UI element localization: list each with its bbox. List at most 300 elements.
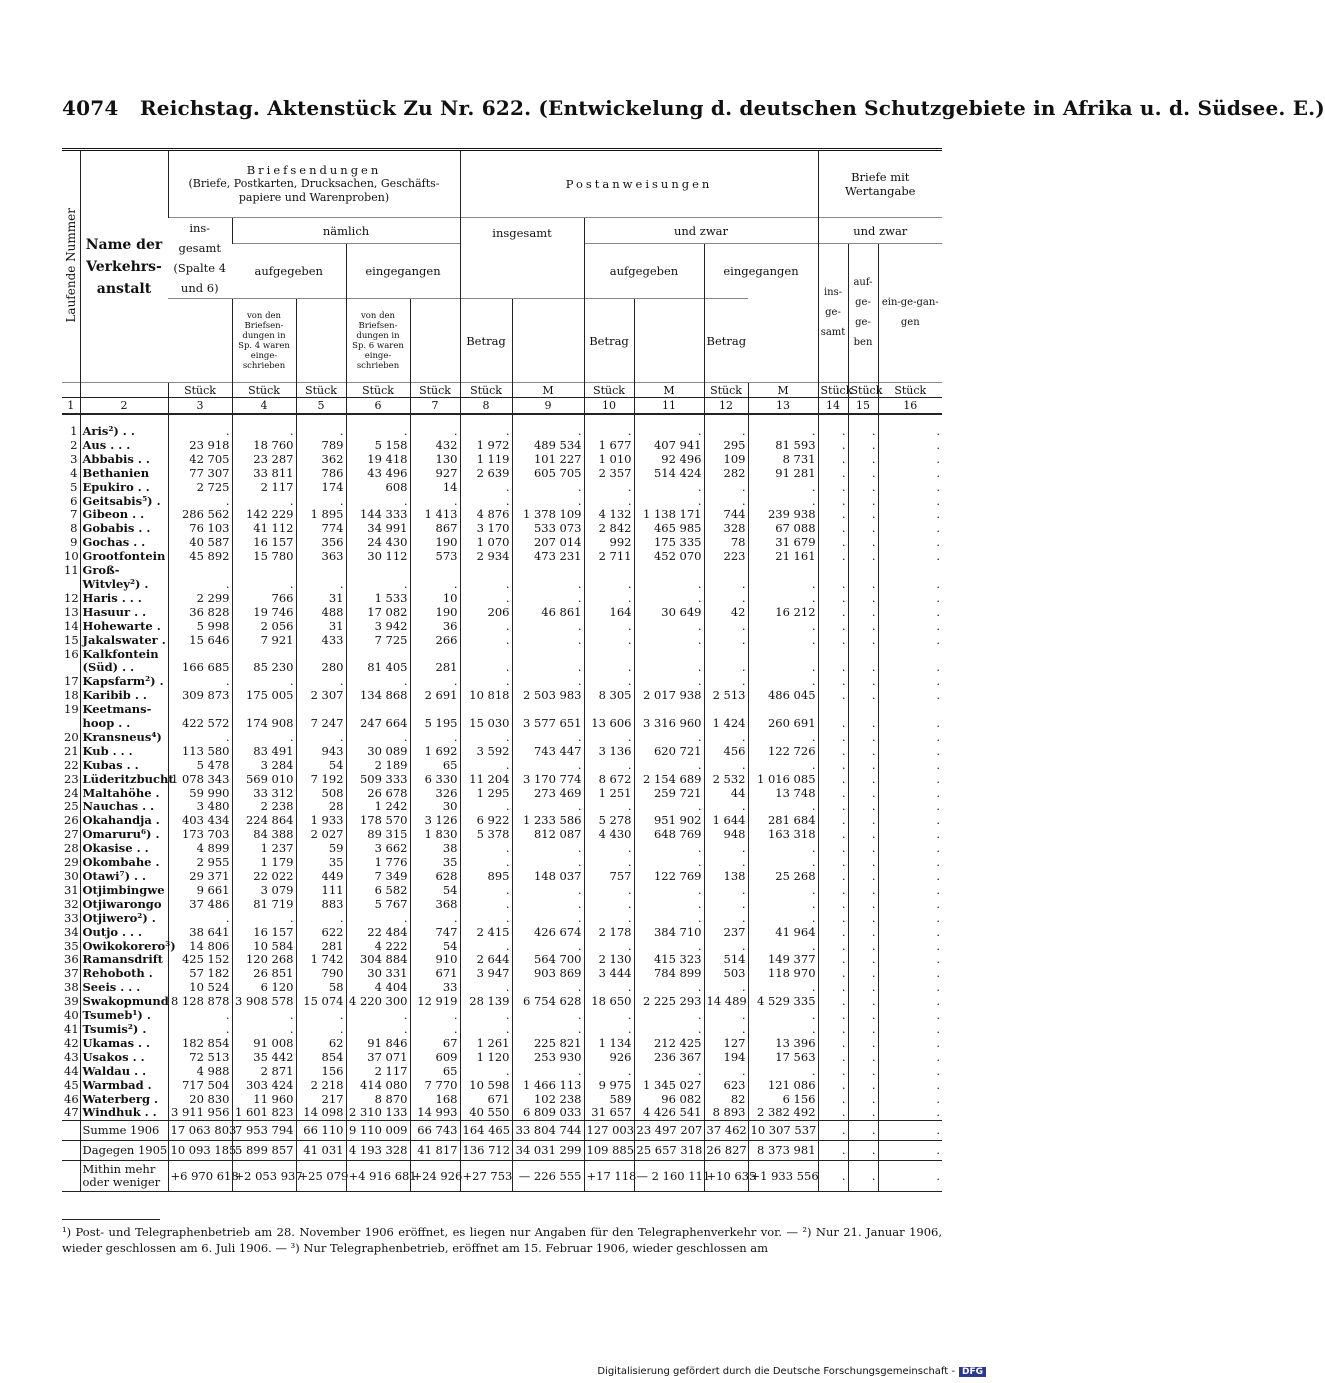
table-row — [62, 787, 942, 801]
table-cell: . — [848, 634, 878, 648]
row-number: 8 — [70, 521, 78, 536]
row-number: 27 — [64, 827, 79, 842]
table-cell: 286 562 — [168, 508, 232, 522]
column-number: 10 — [584, 398, 634, 415]
table-cell — [704, 703, 748, 717]
table-cell: 1 251 — [584, 787, 634, 801]
table-cell: 6 120 — [232, 981, 296, 995]
column-number: 11 — [634, 398, 704, 415]
table-row — [62, 940, 942, 954]
table-cell: 2 934 — [460, 550, 512, 564]
table-cell: . — [848, 828, 878, 842]
table-cell: . — [748, 1065, 818, 1079]
table-cell: 1 345 027 — [634, 1079, 704, 1093]
row-number: 44 — [64, 1063, 79, 1078]
table-cell: . — [818, 926, 848, 940]
table-cell: 28 — [296, 800, 346, 814]
row-number: 43 — [64, 1049, 79, 1064]
table-cell: . — [512, 731, 584, 745]
table-cell: 3 444 — [584, 967, 634, 981]
table-cell: . — [818, 495, 848, 509]
col-16-head: ein-ge-gan-gen — [878, 244, 942, 383]
table-cell: . — [460, 634, 512, 648]
table-cell: . — [512, 898, 584, 912]
table-cell: 6 330 — [410, 773, 460, 787]
summary-cell: 37 462 — [704, 1121, 748, 1141]
table-cell: . — [168, 578, 232, 592]
table-cell: . — [460, 592, 512, 606]
table-cell: . — [748, 495, 818, 509]
table-cell — [168, 564, 232, 578]
summary-cell: 26 827 — [704, 1141, 748, 1161]
table-cell: . — [878, 759, 942, 773]
table-cell — [818, 703, 848, 717]
table-cell: . — [704, 800, 748, 814]
table-cell: 236 367 — [634, 1051, 704, 1065]
table-cell: 120 268 — [232, 953, 296, 967]
table-cell: . — [878, 620, 942, 634]
summary-cell: . — [848, 1141, 878, 1161]
table-cell: . — [848, 1065, 878, 1079]
table-cell: 33 312 — [232, 787, 296, 801]
table-cell: 2 225 293 — [634, 995, 704, 1009]
station-name: Waldau . . — [80, 1065, 168, 1079]
table-cell: 237 — [704, 926, 748, 940]
summary-cell: . — [818, 1141, 848, 1161]
table-cell — [410, 648, 460, 662]
table-cell: . — [512, 620, 584, 634]
summary-cell: 164 465 — [460, 1121, 512, 1141]
station-name: Tsumis²) . — [80, 1023, 168, 1037]
table-cell: 4 404 — [346, 981, 410, 995]
row-number: 21 — [64, 743, 79, 758]
table-cell: . — [584, 940, 634, 954]
table-cell: . — [848, 912, 878, 926]
table-cell: . — [848, 1079, 878, 1093]
table-cell: . — [460, 800, 512, 814]
table-cell: 12 919 — [410, 995, 460, 1009]
table-cell: 3 947 — [460, 967, 512, 981]
table-cell: 4 132 — [584, 508, 634, 522]
table-cell: 2 056 — [232, 620, 296, 634]
table-cell: 35 442 — [232, 1051, 296, 1065]
table-row — [62, 814, 942, 828]
page-header — [62, 96, 1325, 120]
table-cell: . — [848, 661, 878, 675]
table-cell: . — [346, 414, 410, 439]
table-cell: 31 — [296, 620, 346, 634]
station-name: Otjimbingwe — [80, 884, 168, 898]
table-cell: 273 469 — [512, 787, 584, 801]
table-cell: . — [818, 1023, 848, 1037]
table-cell: 156 — [296, 1065, 346, 1079]
station-name: Kransneus⁴) — [80, 731, 168, 745]
table-cell: . — [818, 870, 848, 884]
table-cell: 1 120 — [460, 1051, 512, 1065]
table-row — [62, 856, 942, 870]
summary-cell: +1 933 556 — [748, 1161, 818, 1192]
table-cell: 4 899 — [168, 842, 232, 856]
table-cell: 260 691 — [748, 717, 818, 731]
table-cell — [584, 648, 634, 662]
table-cell: 58 — [296, 981, 346, 995]
table-cell: . — [634, 884, 704, 898]
table-cell: 426 674 — [512, 926, 584, 940]
table-cell: 3 662 — [346, 842, 410, 856]
table-cell: . — [848, 773, 878, 787]
table-cell: . — [878, 1079, 942, 1093]
table-cell: . — [512, 1023, 584, 1037]
summary-row — [62, 1161, 942, 1192]
table-cell: 109 — [704, 453, 748, 467]
table-cell: 62 — [296, 1037, 346, 1051]
station-name: Tsumeb¹) . — [80, 1009, 168, 1023]
table-cell: . — [748, 940, 818, 954]
table-cell: . — [878, 870, 942, 884]
table-cell — [460, 703, 512, 717]
row-number: 38 — [64, 980, 79, 995]
table-cell: . — [460, 481, 512, 495]
table-cell: 867 — [410, 522, 460, 536]
header-row-1 — [62, 150, 942, 218]
table-cell: 786 — [296, 467, 346, 481]
table-cell: 895 — [460, 870, 512, 884]
table-cell: 91 281 — [748, 467, 818, 481]
row-number: 36 — [64, 952, 79, 967]
table-cell: 37 071 — [346, 1051, 410, 1065]
table-cell: . — [848, 620, 878, 634]
table-cell: . — [512, 592, 584, 606]
table-cell: 282 — [704, 467, 748, 481]
table-cell — [512, 703, 584, 717]
table-cell: 927 — [410, 467, 460, 481]
table-cell: 21 161 — [748, 550, 818, 564]
table-cell: 854 — [296, 1051, 346, 1065]
table-cell: 384 710 — [634, 926, 704, 940]
table-cell: . — [512, 884, 584, 898]
table-cell: . — [634, 731, 704, 745]
row-number: 28 — [64, 841, 79, 856]
unit-label: Stück — [296, 383, 346, 398]
table-cell: 30 — [410, 800, 460, 814]
row-number — [62, 578, 80, 592]
table-row — [62, 1051, 942, 1065]
table-row — [62, 800, 942, 814]
table-cell: . — [460, 898, 512, 912]
row-number: 20 — [64, 729, 79, 744]
table-cell — [848, 564, 878, 578]
table-cell — [296, 648, 346, 662]
row-number: 3 — [70, 451, 78, 466]
table-cell: 23 918 — [168, 439, 232, 453]
table-cell: 503 — [704, 967, 748, 981]
table-cell: 3 170 — [460, 522, 512, 536]
table-cell: . — [296, 1009, 346, 1023]
table-cell: . — [878, 912, 942, 926]
table-cell: . — [410, 414, 460, 439]
table-cell: 34 991 — [346, 522, 410, 536]
table-cell: . — [848, 522, 878, 536]
column-number: 13 — [748, 398, 818, 415]
table-cell: . — [878, 481, 942, 495]
table-cell: . — [848, 926, 878, 940]
table-cell — [410, 703, 460, 717]
table-cell: 2 117 — [346, 1065, 410, 1079]
table-cell: 173 703 — [168, 828, 232, 842]
table-cell: . — [848, 453, 878, 467]
table-cell: 2 503 983 — [512, 689, 584, 703]
row-number: 46 — [64, 1091, 79, 1106]
table-row — [62, 759, 942, 773]
table-cell — [878, 648, 942, 662]
table-cell: 790 — [296, 967, 346, 981]
table-cell: . — [878, 814, 942, 828]
station-name: Ramansdrift — [80, 953, 168, 967]
table-cell: . — [296, 1023, 346, 1037]
table-cell: . — [748, 675, 818, 689]
table-cell: 224 864 — [232, 814, 296, 828]
table-cell: 514 — [704, 953, 748, 967]
table-cell: 26 678 — [346, 787, 410, 801]
table-row — [62, 536, 942, 550]
table-cell: . — [848, 467, 878, 481]
table-cell: . — [168, 1009, 232, 1023]
table-cell — [748, 564, 818, 578]
station-name: Nauchas . . — [80, 800, 168, 814]
table-cell: 2 130 — [584, 953, 634, 967]
row-number — [62, 717, 80, 731]
table-cell: . — [848, 884, 878, 898]
col-7-head: von den Briefsen-dungen in Sp. 6 waren einge-schrieben — [346, 299, 410, 383]
table-cell: 8 128 878 — [168, 995, 232, 1009]
table-cell: 96 082 — [634, 1093, 704, 1107]
table-cell: . — [460, 414, 512, 439]
table-cell: . — [848, 787, 878, 801]
table-cell: 449 — [296, 870, 346, 884]
table-cell: . — [878, 467, 942, 481]
table-cell: 473 231 — [512, 550, 584, 564]
table-cell: 2 415 — [460, 926, 512, 940]
table-cell: 266 — [410, 634, 460, 648]
table-cell: 10 — [410, 592, 460, 606]
table-cell: . — [848, 508, 878, 522]
row-number: 12 — [64, 590, 79, 605]
table-cell: . — [512, 578, 584, 592]
table-cell: 1 677 — [584, 439, 634, 453]
table-cell: 36 — [410, 620, 460, 634]
station-name: Waterberg . — [80, 1093, 168, 1107]
station-name: Kalkfontein — [80, 648, 168, 662]
table-cell: 142 229 — [232, 508, 296, 522]
station-name: Karibib . . — [80, 689, 168, 703]
table-cell: 10 584 — [232, 940, 296, 954]
row-number: 14 — [64, 618, 79, 633]
table-cell: 8 305 — [584, 689, 634, 703]
table-cell — [848, 648, 878, 662]
table-cell: . — [848, 953, 878, 967]
table-cell: 33 — [410, 981, 460, 995]
table-cell: . — [460, 675, 512, 689]
table-cell: 20 830 — [168, 1093, 232, 1107]
table-cell: . — [512, 414, 584, 439]
table-cell: . — [346, 1009, 410, 1023]
row-number: 2 — [70, 437, 78, 452]
table-cell: . — [818, 508, 848, 522]
table-cell: . — [704, 759, 748, 773]
table-row — [62, 634, 942, 648]
table-cell: 5 278 — [584, 814, 634, 828]
table-cell: 22 022 — [232, 870, 296, 884]
table-cell: . — [878, 787, 942, 801]
table-cell: . — [818, 661, 848, 675]
table-cell: 163 318 — [748, 828, 818, 842]
summary-cell: +4 916 681 — [346, 1161, 410, 1192]
col-8-head — [410, 299, 460, 383]
table-cell: . — [584, 856, 634, 870]
summary-cell: 10 307 537 — [748, 1121, 818, 1141]
table-cell: . — [584, 1065, 634, 1079]
column-number: 16 — [878, 398, 942, 415]
table-cell: 508 — [296, 787, 346, 801]
station-name: hoop . . — [80, 717, 168, 731]
table-row — [62, 648, 942, 662]
table-cell: . — [878, 926, 942, 940]
table-cell: 992 — [584, 536, 634, 550]
table-cell: . — [704, 634, 748, 648]
table-cell: . — [232, 731, 296, 745]
table-cell: 67 — [410, 1037, 460, 1051]
table-cell: 72 513 — [168, 1051, 232, 1065]
table-row — [62, 453, 942, 467]
station-name: Omaruru⁶) . — [80, 828, 168, 842]
table-cell: 223 — [704, 550, 748, 564]
table-cell: 623 — [704, 1079, 748, 1093]
namlich: nämlich — [232, 218, 460, 244]
table-cell — [584, 703, 634, 717]
table-cell: 533 073 — [512, 522, 584, 536]
table-cell — [168, 703, 232, 717]
table-cell: 59 990 — [168, 787, 232, 801]
unit-label: M — [634, 383, 704, 398]
table-cell: . — [848, 1106, 878, 1120]
table-cell — [296, 564, 346, 578]
table-cell: . — [818, 414, 848, 439]
table-cell: . — [878, 828, 942, 842]
table-cell: 948 — [704, 828, 748, 842]
table-cell: 1 533 — [346, 592, 410, 606]
table-cell: . — [878, 856, 942, 870]
table-cell: 16 212 — [748, 606, 818, 620]
dfg-logo: DFG — [959, 1367, 986, 1377]
table-cell: 14 806 — [168, 940, 232, 954]
column-number: 15 — [848, 398, 878, 415]
table-cell: . — [584, 1023, 634, 1037]
table-cell — [818, 564, 848, 578]
table-cell: . — [848, 675, 878, 689]
table-cell: . — [704, 675, 748, 689]
table-cell: 1 644 — [704, 814, 748, 828]
table-cell: . — [878, 717, 942, 731]
station-name: Groß- — [80, 564, 168, 578]
table-cell: 190 — [410, 536, 460, 550]
table-cell: 164 — [584, 606, 634, 620]
table-cell: 2 691 — [410, 689, 460, 703]
table-cell: 2 711 — [584, 550, 634, 564]
unit-label: Stück — [346, 383, 410, 398]
table-cell: . — [818, 981, 848, 995]
table-cell: 42 705 — [168, 453, 232, 467]
table-cell: . — [168, 414, 232, 439]
station-name: Usakos . . — [80, 1051, 168, 1065]
table-cell: 101 227 — [512, 453, 584, 467]
table-cell: . — [748, 856, 818, 870]
table-cell: 6 754 628 — [512, 995, 584, 1009]
table-cell: 43 496 — [346, 467, 410, 481]
table-cell — [512, 648, 584, 662]
table-cell: . — [848, 856, 878, 870]
table-cell: . — [296, 495, 346, 509]
table-cell: . — [818, 1009, 848, 1023]
summary-cell: 25 657 318 — [634, 1141, 704, 1161]
table-cell: . — [634, 661, 704, 675]
table-cell: . — [878, 453, 942, 467]
table-cell: 7 921 — [232, 634, 296, 648]
table-cell: . — [818, 1051, 848, 1065]
station-name: Outjo . . . — [80, 926, 168, 940]
table-cell: 182 854 — [168, 1037, 232, 1051]
station-name: Grootfontein — [80, 550, 168, 564]
col-9-head: Betrag — [460, 299, 512, 383]
table-cell: . — [878, 800, 942, 814]
table-cell: . — [704, 495, 748, 509]
summary-cell: 8 373 981 — [748, 1141, 818, 1161]
table-cell: . — [410, 912, 460, 926]
row-number: 11 — [64, 563, 79, 578]
table-cell: 148 037 — [512, 870, 584, 884]
table-cell: . — [878, 578, 942, 592]
table-cell — [346, 648, 410, 662]
table-cell: 30 112 — [346, 550, 410, 564]
table-cell: 573 — [410, 550, 460, 564]
table-cell: . — [634, 675, 704, 689]
table-cell: 178 570 — [346, 814, 410, 828]
table-cell: 5 158 — [346, 439, 410, 453]
table-cell — [232, 703, 296, 717]
table-cell: . — [584, 981, 634, 995]
table-cell: . — [878, 1065, 942, 1079]
table-cell — [634, 564, 704, 578]
table-cell: . — [818, 467, 848, 481]
table-cell: . — [878, 898, 942, 912]
table-cell: 35 — [296, 856, 346, 870]
table-cell: . — [818, 787, 848, 801]
table-cell: . — [232, 414, 296, 439]
table-cell: 605 705 — [512, 467, 584, 481]
table-cell: 54 — [410, 884, 460, 898]
page-number: 4074 — [62, 96, 119, 120]
table-cell: 2 189 — [346, 759, 410, 773]
table-cell: 295 — [704, 439, 748, 453]
table-cell: 54 — [296, 759, 346, 773]
summary-cell: 4 193 328 — [346, 1141, 410, 1161]
summary-cell — [62, 1161, 80, 1192]
station-name: Bethanien — [80, 467, 168, 481]
table-cell: . — [584, 634, 634, 648]
table-cell: 26 851 — [232, 967, 296, 981]
table-cell: 452 070 — [634, 550, 704, 564]
table-cell: 81 593 — [748, 439, 818, 453]
header-row-2 — [62, 218, 942, 244]
